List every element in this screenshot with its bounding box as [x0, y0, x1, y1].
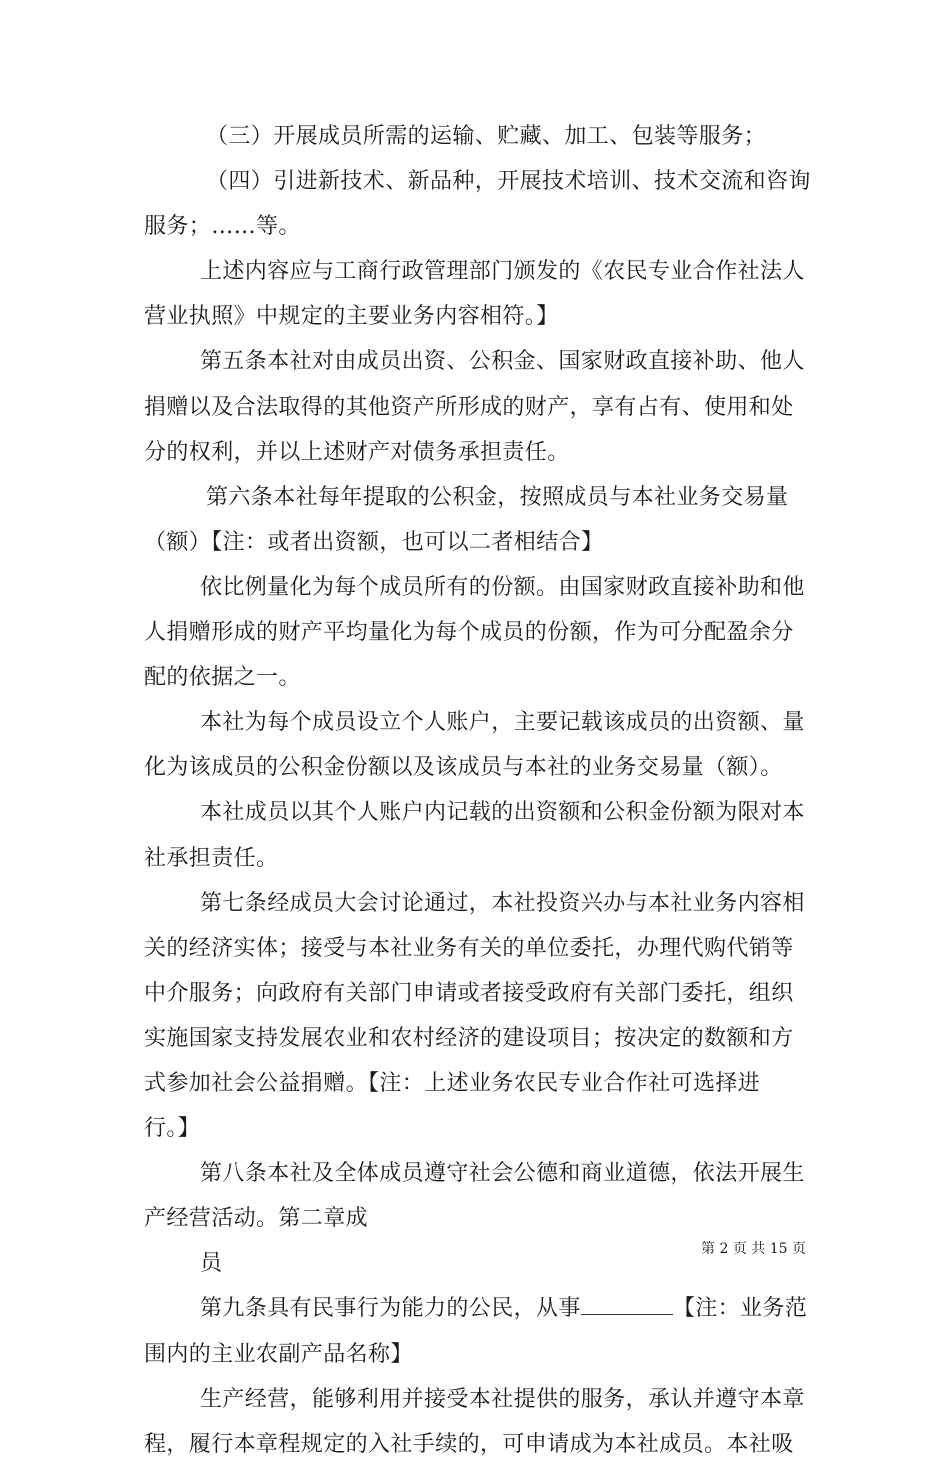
paragraph-line: 关的经济实体；接受与本社业务有关的单位委托，办理代购代销等 — [144, 935, 794, 961]
paragraph-line: 员 — [200, 1251, 223, 1277]
paragraph-line: 第六条本社每年提取的公积金，按照成员与本社业务交易量 — [206, 484, 789, 510]
paragraph-line: 第八条本社及全体成员遵守社会公德和商业道德，依法开展生 — [200, 1161, 805, 1187]
page-number-footer: 第 2 页 共 15 页 — [701, 1241, 806, 1257]
paragraph-line: 营业执照》中规定的主要业务内容相符。】 — [144, 304, 559, 330]
paragraph-line: 服务；……等。 — [144, 214, 301, 240]
paragraph-line: 本社为每个成员设立个人账户，主要记载该成员的出资额、量 — [200, 710, 805, 736]
document-body — [144, 114, 811, 1467]
paragraph-line: 中介服务；向政府有关部门申请或者接受政府有关部门委托，组织 — [144, 980, 794, 1006]
paragraph-line: （额）【注：或者出资额，也可以二者相结合】 — [144, 529, 604, 555]
paragraph-line: 程，履行本章程规定的入社手续的，可申请成为本社成员。本社吸 — [144, 1431, 794, 1457]
paragraph-line: 依比例量化为每个成员所有的份额。由国家财政直接补助和他 — [200, 574, 805, 600]
paragraph-line: 配的依据之一。 — [144, 665, 301, 691]
note-text: 【注：业务范 — [672, 1296, 808, 1322]
paragraph-line: （四）引进新技术、新品种，开展技术培训、技术交流和咨询 — [206, 169, 811, 195]
paragraph-line: 实施国家支持发展农业和农村经济的建设项目；按决定的数额和方 — [144, 1025, 794, 1051]
paragraph-line: 捐赠以及合法取得的其他资产所形成的财产，享有占有、使用和处 — [144, 394, 794, 420]
paragraph-line: （三）开展成员所需的运输、贮藏、加工、包装等服务； — [206, 124, 767, 149]
paragraph-line: 化为该成员的公积金份额以及该成员与本社的业务交易量（额）。 — [144, 755, 783, 781]
paragraph-line: 第五条本社对由成员出资、公积金、国家财政直接补助、他人 — [200, 349, 805, 375]
paragraph-line: 式参加社会公益捐赠。【注：上述业务农民专业合作社可选择进 — [144, 1070, 761, 1096]
paragraph-line: 生产经营，能够利用并接受本社提供的服务，承认并遵守本章 — [200, 1386, 805, 1412]
paragraph-line: 行。】 — [144, 1116, 201, 1142]
paragraph-line: 上述内容应与工商行政管理部门颁发的《农民专业合作社法人 — [200, 259, 805, 285]
paragraph-line — [144, 1286, 808, 1331]
paragraph-line: 本社成员以其个人账户内记载的出资额和公积金份额为限对本 — [200, 800, 805, 826]
paragraph-line: 分的权利，并以上述财产对债务承担责任。 — [144, 439, 570, 465]
clause-text: 第九条具有民事行为能力的公民，从事 — [200, 1296, 581, 1322]
paragraph-line: 人捐赠形成的财产平均量化为每个成员的份额，作为可分配盈余分 — [144, 620, 794, 646]
paragraph-line: 第七条经成员大会讨论通过，本社投资兴办与本社业务内容相 — [200, 890, 805, 916]
paragraph-line: 社承担责任。 — [144, 845, 279, 871]
paragraph-line: 围内的主业农副产品名称】 — [144, 1341, 413, 1367]
paragraph-line: 产经营活动。第二章成 — [144, 1206, 369, 1232]
fill-in-blank — [581, 1296, 673, 1315]
